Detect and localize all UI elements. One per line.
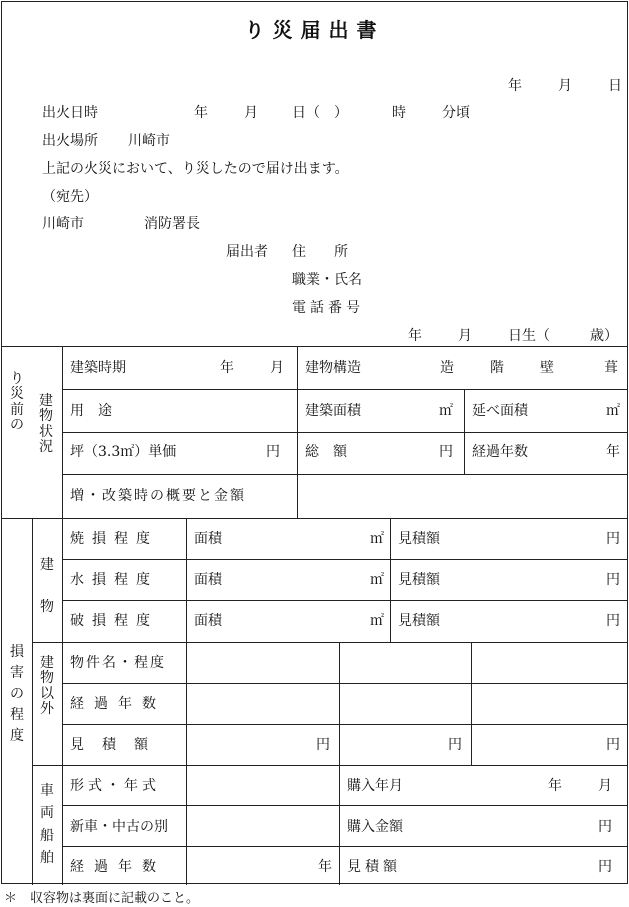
damage-degree-label: 破損程度: [70, 613, 158, 629]
age-unit: 年: [606, 444, 620, 460]
divider: [62, 389, 627, 390]
divider: [186, 642, 187, 765]
damage-area-unit: ㎡: [370, 613, 384, 629]
purchase-month: 月: [598, 778, 612, 794]
pre-disaster-label: り災前の: [10, 371, 24, 434]
purchase-amount-label: 購入金額: [347, 819, 403, 835]
total-label: 総 額: [305, 444, 347, 460]
addressee-chief: 消防署長: [144, 216, 200, 232]
vehicle-label: 車両船舶: [40, 783, 54, 867]
damage-area-label: 面積: [194, 531, 222, 547]
phone-label: 電話番号: [292, 300, 364, 316]
damage-estimate-label: 見積額: [398, 572, 440, 588]
report-date-year: 年: [508, 78, 522, 94]
model-label: 形式・年式: [70, 778, 160, 794]
divider: [390, 518, 391, 642]
divider: [62, 559, 627, 560]
divider: [464, 389, 465, 474]
damage-building-label: 建物: [40, 557, 54, 615]
fire-minute: 分頃: [442, 105, 470, 121]
damage-estimate-label: 見積額: [398, 613, 440, 629]
purchase-date-label: 購入年月: [347, 778, 403, 794]
report-date-month: 月: [558, 78, 572, 94]
renovation-label: 増・改築時の概要と金額: [70, 488, 246, 504]
divider: [62, 474, 627, 475]
statement: 上記の火災において、り災したので届け出ます。: [42, 161, 349, 177]
vehicle-estimate-unit: 円: [598, 859, 612, 875]
divider: [2, 346, 627, 347]
divider: [62, 846, 627, 847]
damage-degree-label: 焼損程度: [70, 531, 158, 547]
other-yen-2: 円: [448, 737, 462, 753]
other-yen-1: 円: [316, 737, 330, 753]
birth-age: 歳）: [590, 328, 618, 344]
structure-wall: 壁: [540, 360, 554, 376]
applicant-label: 届出者: [226, 244, 268, 260]
birth-day: 日生（: [508, 328, 550, 344]
divider: [62, 805, 627, 806]
fire-day: 日（ ）: [292, 105, 348, 121]
unit-price-unit: 円: [266, 444, 280, 460]
built-month: 月: [270, 360, 284, 376]
divider: [297, 346, 298, 518]
birth-year: 年: [408, 328, 422, 344]
divider: [339, 642, 340, 765]
divider: [471, 642, 472, 765]
damage-area-label: 面積: [194, 572, 222, 588]
total-unit: 円: [439, 444, 453, 460]
vehicle-estimate-label: 見積額: [347, 859, 401, 875]
structure-roof: 葺: [604, 360, 618, 376]
use-label: 用 途: [70, 403, 112, 419]
disaster-report-form: [1, 1, 628, 884]
purchase-amount-unit: 円: [598, 819, 612, 835]
built-label: 建築時期: [70, 360, 126, 376]
fire-datetime-label: 出火日時: [42, 105, 98, 121]
structure-kai: 階: [490, 360, 504, 376]
addressee-city: 川崎市: [42, 216, 84, 232]
divider: [186, 518, 187, 642]
damage-area-unit: ㎡: [370, 572, 384, 588]
divider: [62, 683, 627, 684]
vehicle-age-label: 経過年数: [70, 859, 166, 875]
damage-label: 損害の程度: [10, 644, 24, 744]
address-label: 住 所: [292, 244, 348, 260]
area-unit: ㎡: [439, 403, 453, 419]
report-date-day: 日: [608, 78, 622, 94]
birth-month: 月: [458, 328, 472, 344]
fire-year: 年: [194, 105, 208, 121]
divider: [62, 600, 627, 601]
footnote: ＊ 収容物は裏面に記載のこと。: [4, 891, 200, 906]
floor-area-unit: ㎡: [606, 403, 620, 419]
vehicle-age-unit: 年: [318, 859, 332, 875]
area-label: 建築面積: [305, 403, 361, 419]
divider: [186, 765, 187, 885]
fire-month: 月: [244, 105, 258, 121]
damage-estimate-unit: 円: [606, 531, 620, 547]
divider: [32, 518, 33, 885]
other-estimate-label: 見 積 額: [70, 737, 150, 753]
unit-price-label: 坪（3.3㎡）単価: [70, 444, 177, 460]
divider: [2, 518, 627, 519]
purchase-year: 年: [548, 778, 562, 794]
damage-degree-label: 水損程度: [70, 572, 158, 588]
damage-area-unit: ㎡: [370, 531, 384, 547]
other-item-label: 物件名・程度: [70, 655, 166, 671]
occupation-label: 職業・氏名: [292, 272, 362, 288]
divider: [32, 765, 627, 766]
damage-area-label: 面積: [194, 613, 222, 629]
structure-label: 建物構造: [305, 360, 361, 376]
damage-estimate-label: 見積額: [398, 531, 440, 547]
divider: [62, 432, 627, 433]
new-used-label: 新車・中古の別: [70, 819, 168, 835]
other-age-label: 経過年数: [70, 696, 166, 712]
divider: [32, 642, 627, 643]
form-title: り災届出書: [244, 18, 385, 42]
age-label: 経過年数: [472, 444, 528, 460]
damage-other-label: 建物以外: [40, 655, 54, 718]
other-yen-3: 円: [606, 737, 620, 753]
floor-area-label: 延べ面積: [472, 403, 528, 419]
divider: [339, 765, 340, 885]
structure-zo: 造: [440, 360, 454, 376]
built-year: 年: [220, 360, 234, 376]
divider: [62, 518, 63, 885]
fire-place-city: 川崎市: [128, 133, 170, 149]
damage-estimate-unit: 円: [606, 572, 620, 588]
fire-hour: 時: [392, 105, 406, 121]
divider: [62, 724, 627, 725]
building-status-label: 建物状況: [39, 393, 53, 456]
damage-estimate-unit: 円: [606, 613, 620, 629]
fire-place-label: 出火場所: [42, 133, 98, 149]
addressee-label: （宛先）: [42, 189, 98, 205]
